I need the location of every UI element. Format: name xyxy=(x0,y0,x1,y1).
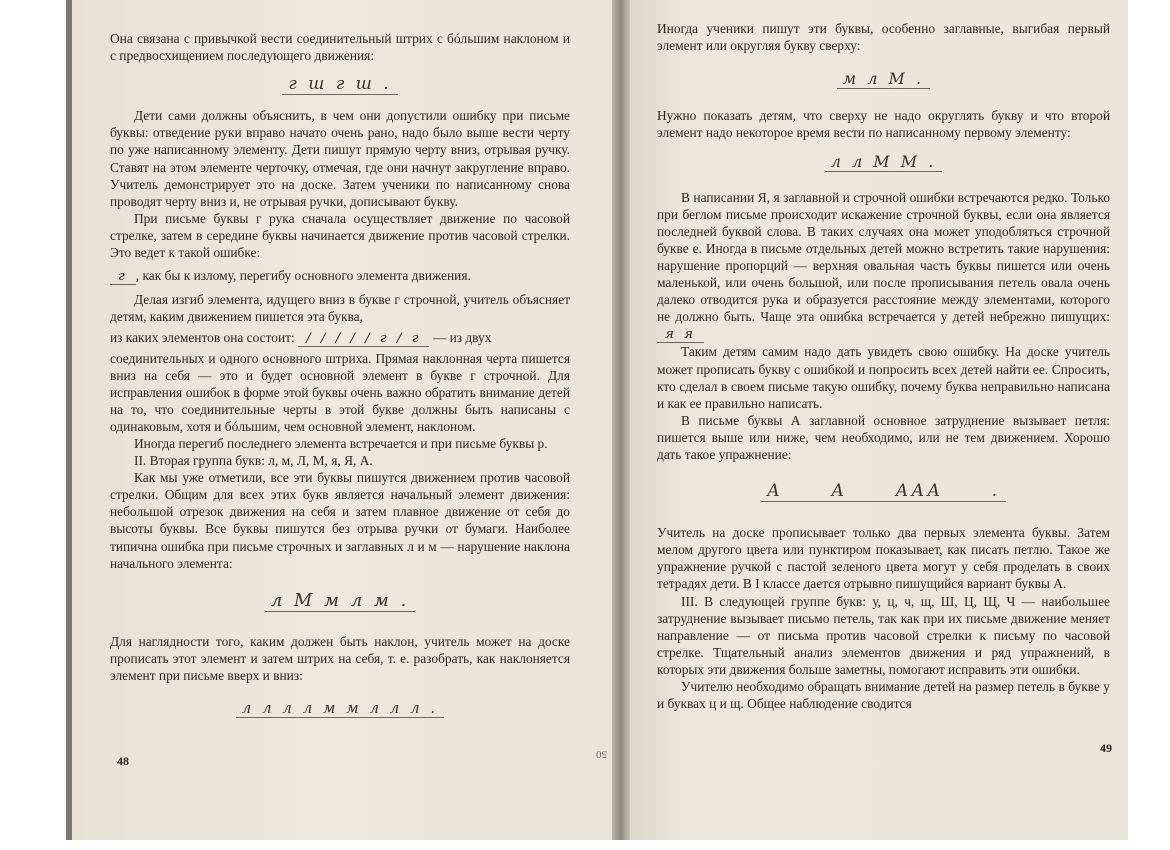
paragraph: соединительных и одного основного штриха. Прямая наклонная черта пишется вниз на себя — это и будет основной элемент в букве г строчной. Для исправления ошибок в форме этой буквы очень важно обратить внимание детей на то, что соединительные черты в этой букве должны быть написаны с одинаковым, хотя и бóльшим, чем основной элемент, наклоном. xyxy=(110,350,570,434)
page-number: 49 xyxy=(1100,741,1112,755)
paragraph: В письме буквы А заглавной основное затруднение вызывает петля: пишется выше или ниже, чем необходимо, или не тем движением. Хорошо дать такое упражнение: xyxy=(657,412,1110,462)
paragraph: Делая изгиб элемента, идущего вниз в букве г строчной, учитель объясняет детям, каким движением пишется эта буква, xyxy=(110,292,570,325)
paragraph: Иногда перегиб последнего элемента встречается и при письме буквы р. xyxy=(134,435,548,451)
section-heading: II. Вторая группа букв: л, м, Л, М, я, Я, А. xyxy=(134,453,373,469)
handwriting-inline: г xyxy=(110,269,136,285)
handwriting-inline: / / / / / г / г xyxy=(298,331,429,347)
paragraph: г , как бы к излому, перегибу основного элемента движения. xyxy=(110,267,570,285)
book-gutter xyxy=(612,0,630,840)
handwriting-sample: л л М М . xyxy=(657,153,1110,170)
bleed-through-number: 50 xyxy=(596,748,607,760)
handwriting-inline: я я xyxy=(657,327,704,343)
paragraph: В написании Я, я заглавной и строчной ошибки встречаются редко. Только при беглом письме происходит искажение строчной буквы, если она является последней буквой слова. В таких случаях она может уподобляться строчной букве е. Иногда в письме отдельных детей можно встретить такие нарушения: нарушение пропорций — верхняя овальная часть буквы пишется или очень маленькой, или очень большой, или после прописывания петель овала очень далеко отводится рука и образуется расстояние между элементами, которого не должно быть. Чаще эта ошибка встречается у детей небрежно пишущих: я я xyxy=(657,189,1110,343)
handwriting-sample: м л М . xyxy=(657,70,1110,87)
handwriting-sample: г ш г ш . xyxy=(110,76,570,93)
paragraph: Нужно показать детям, что сверху не надо округлять букву и что второй элемент надо некоторое время вести по написанному первому элементу: xyxy=(657,108,1110,141)
right-page-text xyxy=(657,20,1110,712)
paragraph: Таким детям самим надо дать увидеть свою ошибку. На доске учитель может прописать букву с ошибкой и попросить всех детей найти ее. Спросить, кто сделал в своем письме такую ошибку, почему буква неправильно написана и как ее правильно написать. xyxy=(657,344,1110,411)
handwriting-sample: л М м л м . xyxy=(110,592,570,609)
page-edge xyxy=(66,0,72,840)
handwriting-sample: л л л л м м л л л . xyxy=(110,700,570,717)
handwriting-sample: А А ААА . xyxy=(657,483,1110,500)
paragraph: из каких элементов она состоит: / / / / / г / г — из двух xyxy=(110,330,492,347)
paragraph: Как мы уже отметили, все эти буквы пишутся движением против часовой стрелки. Общим для всех этих букв является начальный элемент движения: небольшой отрезок движения на себя и затем плавное движение от себя до высоты буквы. Все буквы пишутся без отрыва ручки от бумаги. Наиболее типична ошибка при письме строчных и заглавных л и м — нарушение наклона начального элемента: xyxy=(110,470,570,571)
section-heading: III. В следующей группе букв: у, ц, ч, щ, Ш, Ц, Щ, Ч — наибольшее затруднение вызывает письмо петель, так как при их письме движение меняет направление — от письма против часовой стрелки к письму по часовой стрелке. Тщательный анализ элементов движения и ряд упражнений, в которых эти движения больше заметны, помогают исправить эти ошибки. xyxy=(657,593,1110,677)
paragraph: Для наглядности того, каким должен быть наклон, учитель может на доске прописать этот элемент и затем штрих на себя, т. е. разобрать, как наклоняется элемент при письме вверх и вниз: xyxy=(110,633,570,683)
left-page-text xyxy=(110,30,570,737)
paragraph: При письме буквы г рука сначала осуществляет движение по часовой стрелке, затем в середине буквы начинается движение против часовой стрелки. Это ведет к такой ошибке: xyxy=(110,210,570,261)
paragraph: Учителю необходимо обращать внимание детей на размер петель в букве у и буквах ц и щ. Общее наблюдение сводится xyxy=(657,679,1110,712)
page-number: 48 xyxy=(117,754,129,768)
paragraph: Учитель на доске прописывает только два первых элемента буквы. Затем мелом другого цвета или пунктиром показывает, как писать петлю. Такое же упражнение ручкой с пастой зеленого цвета могут у себя проделать в своих тетрадях дети. В I классе дается отрывно пишущийся вариант буквы А. xyxy=(657,525,1110,592)
paragraph: Она связана с привычкой вести соединительный штрих с бóльшим наклоном и с предвосхищением последующего движения: xyxy=(110,31,570,64)
paragraph: Дети сами должны объяснить, в чем они допустили ошибку при письме буквы: отведение руки вправо начато очень рано, надо было выше вести черту по уже написанному элементу. Дети пишут прямую черту вниз, отрывая ручку. Ставят на этом элементе черточку, отмечая, где они начнут закругление вправо. Учитель демонстрирует это на доске. Затем ученики по написанному снова проводят черту вниз и, не отрывая ручки, дописывают букву. xyxy=(110,108,570,209)
paragraph: Иногда ученики пишут эти буквы, особенно заглавные, выгибая первый элемент или округляя букву сверху: xyxy=(657,21,1110,54)
